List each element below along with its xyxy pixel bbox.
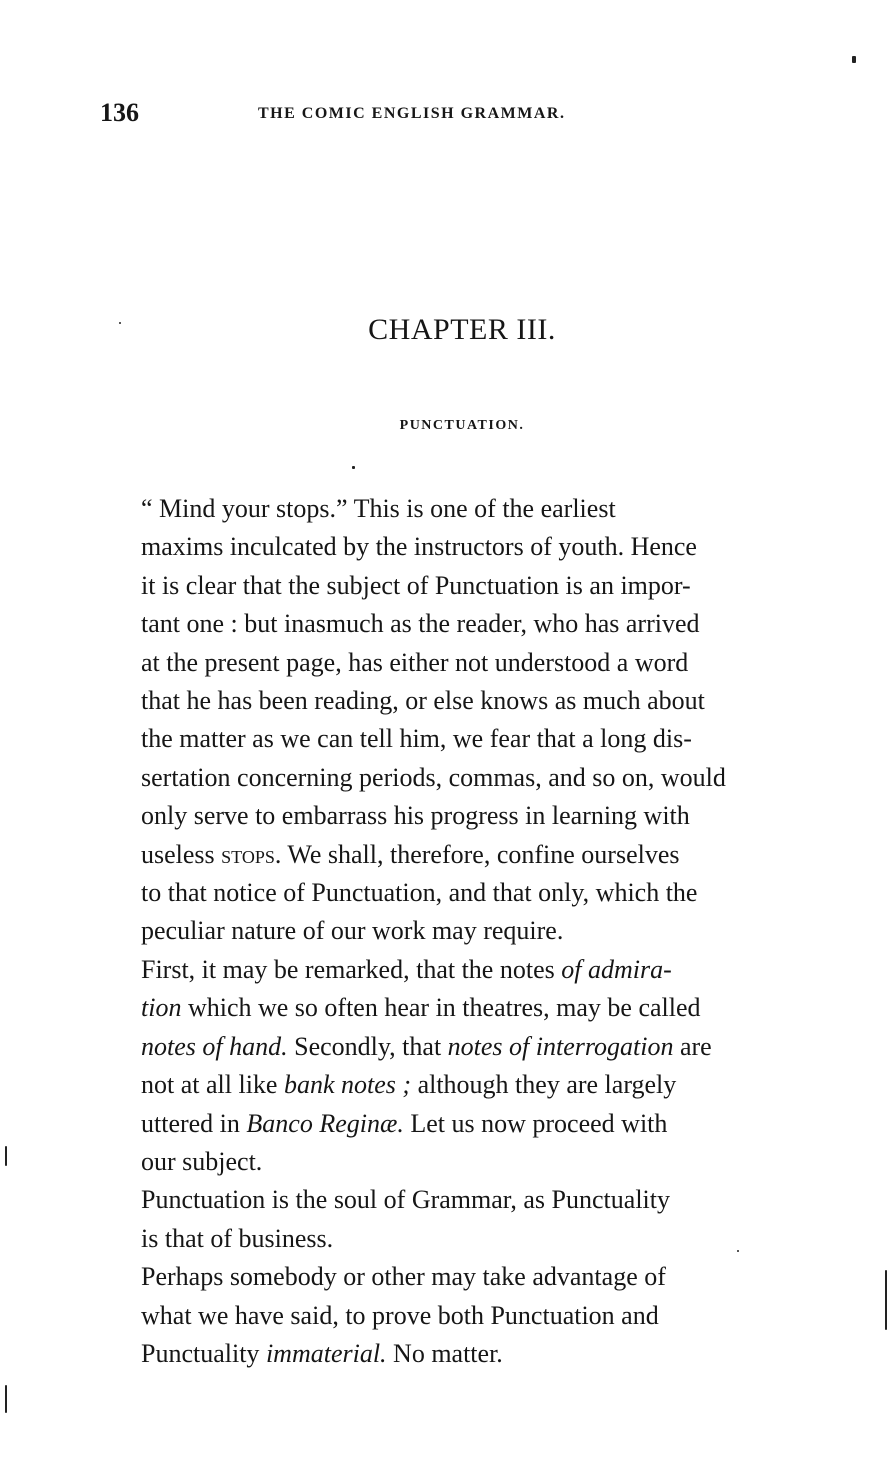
paragraph-1 bbox=[107, 490, 829, 951]
text-line: “ Mind your stops.” This is one of the earliest bbox=[141, 494, 616, 523]
text-line: Perhaps somebody or other may take advantage of bbox=[141, 1262, 666, 1292]
text-line bbox=[107, 1105, 829, 1143]
italic-text: notes of hand. bbox=[141, 1031, 288, 1061]
text-line bbox=[107, 1028, 829, 1066]
text-line: tant one : but inasmuch as the reader, who has arrived bbox=[141, 609, 700, 639]
running-head bbox=[100, 98, 670, 134]
italic-text: bank notes ; bbox=[283, 1070, 412, 1100]
text-run: although they are largely bbox=[411, 1070, 677, 1100]
text-line: maxims inculcated by the instructors of youth. Hence bbox=[141, 532, 697, 562]
page-number: 136 bbox=[100, 98, 139, 127]
text-line: our subject. bbox=[141, 1146, 263, 1176]
text-line: only serve to embarrass his progress in learning with bbox=[141, 801, 690, 831]
text-run: Let us now proceed with bbox=[403, 1108, 668, 1138]
text-line bbox=[107, 836, 829, 874]
text-line bbox=[107, 1066, 829, 1104]
italic-text: of admira- bbox=[561, 954, 672, 984]
text-line bbox=[107, 989, 829, 1027]
text-line bbox=[107, 951, 829, 989]
section-title: PUNCTUATION. bbox=[399, 418, 525, 433]
text-line: that he has been reading, or else knows as much about bbox=[141, 686, 705, 716]
text-run: No matter. bbox=[386, 1338, 503, 1368]
paragraph-3 bbox=[107, 1181, 829, 1258]
text-line: sertation concerning periods, commas, and so on, would bbox=[141, 762, 726, 792]
text-line: it is clear that the subject of Punctuation is an impor- bbox=[141, 570, 691, 600]
text-run: which we so often hear in theatres, may be called bbox=[181, 993, 701, 1023]
running-title: THE COMIC ENGLISH GRAMMAR. bbox=[258, 105, 566, 122]
scan-speck bbox=[737, 1250, 739, 1252]
text-line: to that notice of Punctuation, and that only, which the bbox=[141, 878, 698, 908]
scan-speck bbox=[885, 1270, 887, 1330]
scan-speck bbox=[5, 1385, 7, 1413]
text-line bbox=[107, 1335, 829, 1373]
paragraph-4 bbox=[107, 1258, 829, 1373]
italic-text: tion bbox=[141, 993, 182, 1023]
body-text bbox=[107, 490, 829, 1373]
text-run: are bbox=[673, 1031, 712, 1061]
chapter-title: CHAPTER III. bbox=[368, 313, 556, 346]
text-line: the matter as we can tell him, we fear that a long dis- bbox=[141, 724, 692, 754]
scan-speck bbox=[852, 56, 856, 63]
text-line: what we have said, to prove both Punctuation and bbox=[141, 1300, 659, 1330]
text-line: peculiar nature of our work may require. bbox=[141, 916, 564, 946]
scan-speck bbox=[5, 1146, 7, 1166]
text-run: First, it may be remarked, that the notes bbox=[141, 954, 562, 984]
text-run: useless bbox=[141, 839, 222, 869]
scan-speck bbox=[352, 466, 355, 469]
paragraph-2 bbox=[107, 951, 829, 1181]
italic-text: Banco Reginæ. bbox=[246, 1108, 404, 1138]
small-caps-text: stops bbox=[221, 839, 275, 869]
text-line: at the present page, has either not understood a word bbox=[141, 647, 689, 677]
italic-text: immaterial. bbox=[265, 1338, 387, 1368]
text-run: uttered in bbox=[141, 1108, 247, 1138]
text-run: Secondly, that bbox=[287, 1031, 448, 1061]
text-run: . We shall, therefore, confine ourselves bbox=[274, 839, 680, 869]
text-line: is that of business. bbox=[141, 1223, 334, 1253]
text-run: Punctuality bbox=[141, 1338, 266, 1368]
text-run: not at all like bbox=[141, 1070, 284, 1100]
italic-text: notes of interrogation bbox=[447, 1031, 674, 1061]
text-line: Punctuation is the soul of Grammar, as Punctuality bbox=[141, 1185, 670, 1215]
scan-speck bbox=[119, 322, 121, 324]
